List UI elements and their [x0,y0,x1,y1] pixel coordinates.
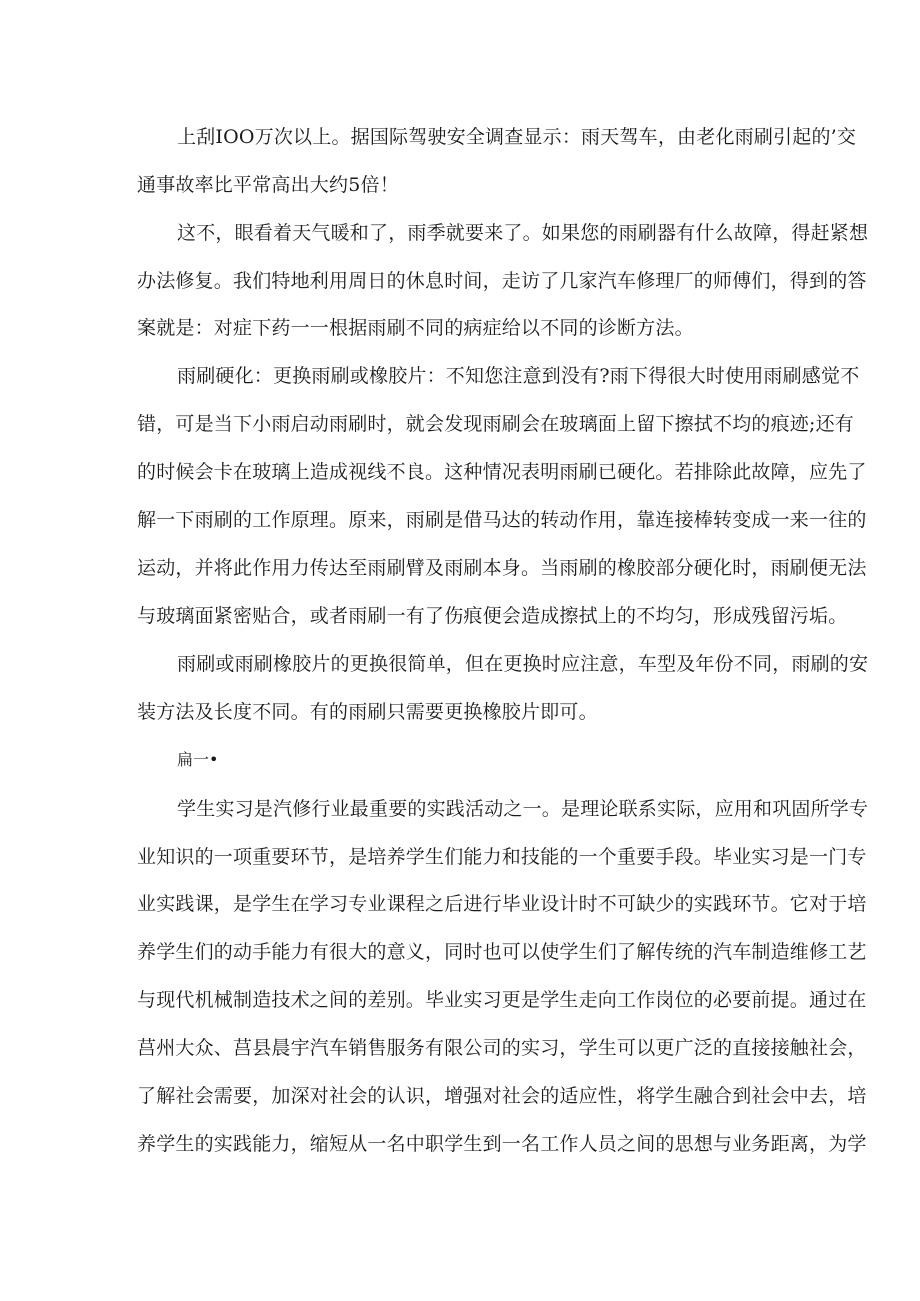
paragraph-line: 解一下雨刷的工作原理。原来，雨刷是借马达的转动作用，靠连接棒转变成一来一往的 [137,509,867,531]
paragraph-line: 养学生们的动手能力有很大的意义，同时也可以使学生们了解传统的汽车制造维修工艺 [137,941,867,963]
paragraph-line: 这不，眼看着天气暖和了，雨季就要来了。如果您的雨刷器有什么故障，得赶紧想 [177,222,869,244]
paragraph-line: 的时候会卡在玻璃上造成视线不良。这种情况表明雨刷已硬化。若排除此故障，应先了 [137,461,867,483]
paragraph-line: 学生实习是汽修行业最重要的实践活动之一。是理论联系实际，应用和巩固所学专 [177,798,869,820]
paragraph-line: 错，可是当下小雨启动雨刷时，就会发现雨刷会在玻璃面上留下擦拭不均的痕迹;还有 [137,413,855,435]
paragraph-line: 养学生的实践能力，缩短从一名中职学生到一名工作人员之间的思想与业务距离，为学 [137,1133,867,1155]
paragraph-line: 莒州大众、莒县晨宇汽车销售服务有限公司的实习，学生可以更广泛的直接接触社会， [137,1037,867,1059]
paragraph-line: 与玻璃面紧密贴合，或者雨刷一有了伤痕便会造成擦拭上的不均匀，形成残留污垢。 [137,605,848,627]
paragraph-line: 与现代机械制造技术之间的差别。毕业实习更是学生走向工作岗位的必要前提。通过在 [137,989,867,1011]
paragraph-line: 雨刷或雨刷橡胶片的更换很简单，但在更换时应注意，车型及年份不同，雨刷的安 [177,653,869,675]
paragraph-line: 案就是：对症下药一一根据雨刷不同的病症给以不同的诊断方法。 [137,317,694,339]
paragraph-line: 装方法及长度不同。有的雨刷只需要更换橡胶片即可。 [137,701,598,723]
paragraph-line: 业实践课，是学生在学习专业课程之后进行毕业设计时不可缺少的实践环节。它对于培 [137,893,867,915]
section-heading: 扁一• [177,750,219,769]
paragraph-line: 雨刷硬化：更换雨刷或橡胶片：不知您注意到没有?雨下得很大时使用雨刷感觉不 [177,365,860,387]
paragraph-line: 运动，并将此作用力传达至雨刷臂及雨刷本身。当雨刷的橡胶部分硬化时，雨刷便无法 [137,557,867,579]
paragraph-line: 办法修复。我们特地利用周日的休息时间，走访了几家汽车修理厂的师傅们，得到的答 [137,270,867,292]
paragraph-line: 上刮IOO万次以上。据国际驾驶安全调查显示：雨天驾车，由老化雨刷引起的’交 [177,126,857,148]
paragraph-line: 通事故率比平常高出大约5倍！ [137,174,399,196]
paragraph-line: 业知识的一项重要环节，是培养学生们能力和技能的一个重要手段。毕业实习是一门专 [137,846,867,868]
paragraph-line: 了解社会需要，加深对社会的认识，增强对社会的适应性，将学生融合到社会中去，培 [137,1085,867,1107]
